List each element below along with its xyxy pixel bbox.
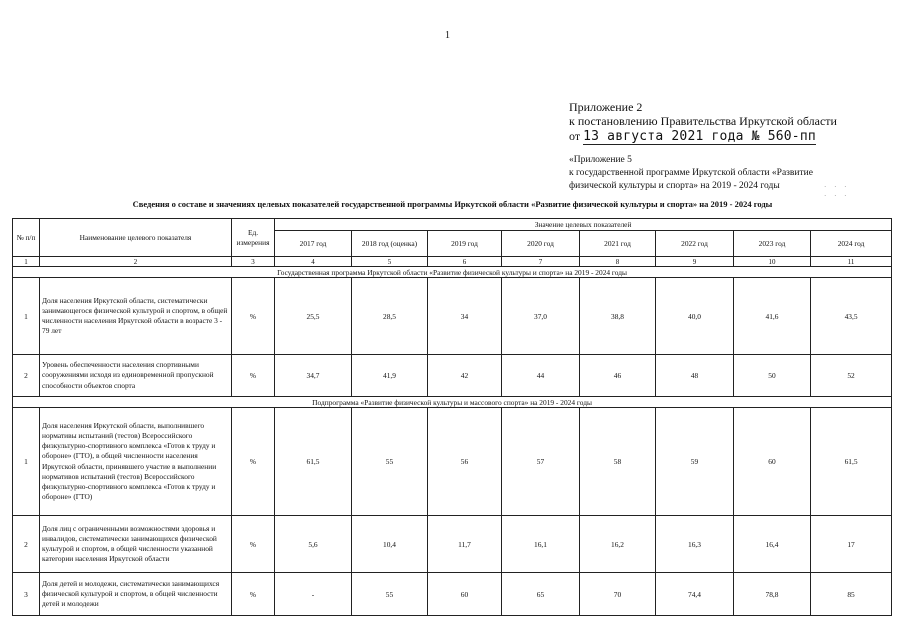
- header-no: № п/п: [13, 219, 40, 257]
- header-name: Наименование целевого показателя: [40, 219, 232, 257]
- unit-cell: %: [232, 355, 275, 397]
- value-cell: 85: [811, 573, 892, 616]
- date-prefix: от: [569, 129, 581, 143]
- section-row-subprogram: [13, 397, 892, 408]
- value-cell: 40,0: [656, 278, 734, 355]
- value-cell: 74,4: [656, 573, 734, 616]
- indicator-name: Доля детей и молодежи, систематически занимающихся физической культурой и спортом, в общей численности детей и молодежи: [40, 573, 232, 616]
- appendix-block: [569, 100, 837, 193]
- header-year: 2017 год: [275, 231, 352, 257]
- column-number: 8: [580, 257, 656, 267]
- table-row: [13, 408, 892, 516]
- header-year: 2024 год: [811, 231, 892, 257]
- row-number: 2: [13, 516, 40, 573]
- value-cell: 16,2: [580, 516, 656, 573]
- unit-cell: %: [232, 573, 275, 616]
- header-year: 2020 год: [502, 231, 580, 257]
- value-cell: 78,8: [734, 573, 811, 616]
- scan-specks: · · · · · ·: [824, 183, 850, 200]
- sub-appendix-line2: физической культуры и спорта» на 2019 - 2024 годы: [569, 181, 780, 191]
- column-number: 5: [352, 257, 428, 267]
- value-cell: 46: [580, 355, 656, 397]
- appendix-title: Приложение 2: [569, 100, 643, 114]
- value-cell: 61,5: [811, 408, 892, 516]
- value-cell: 59: [656, 408, 734, 516]
- unit-cell: %: [232, 278, 275, 355]
- value-cell: 52: [811, 355, 892, 397]
- document-title: Сведения о составе и значениях целевых показателей государственной программы Иркутской области «Развитие физической культуры и спорта» на 2019 - 2024 годы: [132, 199, 773, 209]
- indicator-name: Доля лиц с ограниченными возможностями здоровья и инвалидов, систематически занимающихся физической культурой и спортом, в общей численности указанной категории населения Иркутской области: [40, 516, 232, 573]
- value-cell: 70: [580, 573, 656, 616]
- column-number: 2: [40, 257, 232, 267]
- row-number: 3: [13, 573, 40, 616]
- indicator-name: Доля населения Иркутской области, систематически занимающегося физической культурой и спортом, в общей численности населения Иркутской области в возрасте 3 - 79 лет: [40, 278, 232, 355]
- value-cell: 16,4: [734, 516, 811, 573]
- column-number: 4: [275, 257, 352, 267]
- table-row: [13, 573, 892, 616]
- value-cell: 60: [734, 408, 811, 516]
- column-number: 10: [734, 257, 811, 267]
- value-cell: 50: [734, 355, 811, 397]
- value-cell: 43,5: [811, 278, 892, 355]
- value-cell: 44: [502, 355, 580, 397]
- appendix-resolution: к постановлению Правительства Иркутской области: [569, 114, 837, 128]
- column-number: 11: [811, 257, 892, 267]
- column-number: 1: [13, 257, 40, 267]
- value-cell: 42: [428, 355, 502, 397]
- sub-appendix-title: «Приложение 5: [569, 155, 632, 165]
- value-cell: 65: [502, 573, 580, 616]
- header-year: 2023 год: [734, 231, 811, 257]
- row-number: 1: [13, 278, 40, 355]
- value-cell: 58: [580, 408, 656, 516]
- value-cell: -: [275, 573, 352, 616]
- value-cell: 56: [428, 408, 502, 516]
- section-title: Подпрограмма «Развитие физической культуры и массового спорта» на 2019 - 2024 годы: [13, 397, 892, 408]
- sub-appendix: [569, 154, 837, 193]
- column-number: 6: [428, 257, 502, 267]
- value-cell: 10,4: [352, 516, 428, 573]
- value-cell: 11,7: [428, 516, 502, 573]
- section-title: Государственная программа Иркутской области «Развитие физической культуры и спорта» на 2019 - 2024 годы: [13, 267, 892, 278]
- date-value: 13 августа 2021 года № 560-пп: [583, 129, 816, 144]
- indicator-name: Уровень обеспеченности населения спортивными сооружениями исходя из единовременной пропускной способности объектов спорта: [40, 355, 232, 397]
- value-cell: 16,1: [502, 516, 580, 573]
- column-number-row: [13, 257, 892, 267]
- value-cell: 5,6: [275, 516, 352, 573]
- row-number: 2: [13, 355, 40, 397]
- appendix-date-line: [569, 129, 837, 144]
- value-cell: 25,5: [275, 278, 352, 355]
- column-number: 3: [232, 257, 275, 267]
- value-cell: 17: [811, 516, 892, 573]
- unit-cell: %: [232, 516, 275, 573]
- column-number: 7: [502, 257, 580, 267]
- value-cell: 41,6: [734, 278, 811, 355]
- value-cell: 34,7: [275, 355, 352, 397]
- sub-appendix-line1: к государственной программе Иркутской области «Развитие: [569, 168, 813, 178]
- header-unit: Ед. измерения: [232, 219, 275, 257]
- value-cell: 55: [352, 408, 428, 516]
- value-cell: 60: [428, 573, 502, 616]
- table-row: [13, 355, 892, 397]
- value-cell: 41,9: [352, 355, 428, 397]
- value-cell: 28,5: [352, 278, 428, 355]
- header-year: 2021 год: [580, 231, 656, 257]
- page-number: 1: [445, 30, 450, 41]
- indicators-table: [12, 218, 892, 616]
- section-row-program: [13, 267, 892, 278]
- header-values-group: Значение целевых показателей: [275, 219, 892, 231]
- header-year: 2018 год (оценка): [352, 231, 428, 257]
- value-cell: 57: [502, 408, 580, 516]
- value-cell: 61,5: [275, 408, 352, 516]
- header-year: 2022 год: [656, 231, 734, 257]
- table-row: [13, 516, 892, 573]
- indicator-name: Доля населения Иркутской области, выполнившего нормативы испытаний (тестов) Всероссийского физкультурно-спортивного комплекса «Готов к труду и обороне» (ГТО), в общей численности населения Иркутской области, принявшего участие в выполнении нормативов испытаний (тестов) Всероссийского физкультурно-спортивного комплекса «Готов к труду и обороне» (ГТО): [40, 408, 232, 516]
- value-cell: 37,0: [502, 278, 580, 355]
- value-cell: 34: [428, 278, 502, 355]
- value-cell: 38,8: [580, 278, 656, 355]
- unit-cell: %: [232, 408, 275, 516]
- value-cell: 48: [656, 355, 734, 397]
- value-cell: 55: [352, 573, 428, 616]
- value-cell: 16,3: [656, 516, 734, 573]
- header-row-1: [13, 219, 892, 231]
- row-number: 1: [13, 408, 40, 516]
- table-row: [13, 278, 892, 355]
- header-year: 2019 год: [428, 231, 502, 257]
- column-number: 9: [656, 257, 734, 267]
